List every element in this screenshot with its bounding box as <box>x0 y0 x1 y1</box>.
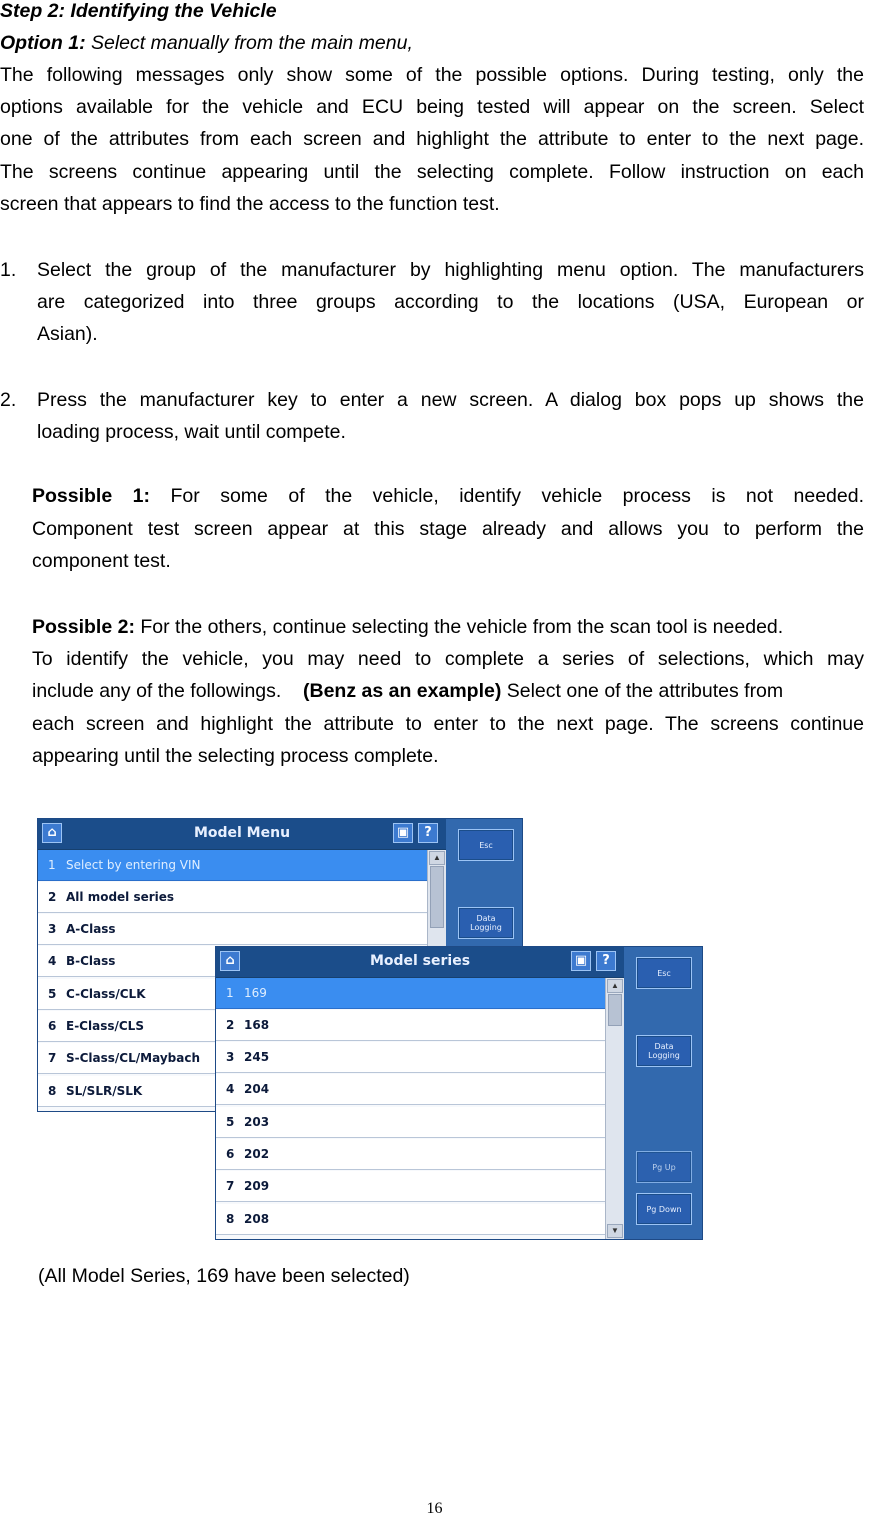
intro-line-3: one of the attributes from each screen and highlight the attribute to enter to the next page. <box>0 128 864 150</box>
list-item-label: 245 <box>244 1050 270 1064</box>
data-logging-label-1: Data <box>654 1042 674 1051</box>
possible1-line1-text: For some of the vehicle, identify vehicle process is not needed. <box>150 485 864 507</box>
possible2-line-2: To identify the vehicle, you may need to complete a series of selections, which may <box>32 648 864 670</box>
step-heading: Step 2: Identifying the Vehicle <box>0 0 277 22</box>
possible2-line3-post: Select one of the attributes from <box>501 680 784 702</box>
list-item-number: 4 <box>48 954 57 968</box>
scroll-down-icon[interactable]: ▼ <box>607 1224 623 1238</box>
option-line <box>0 32 413 54</box>
model-series-list <box>216 978 624 1239</box>
esc-button[interactable]: Esc <box>458 829 514 861</box>
list-item-label: S-Class/CL/Maybach <box>66 1051 200 1065</box>
model-series-title: Model series <box>369 953 471 969</box>
model-menu-title: Model Menu <box>193 825 291 841</box>
list-item-number: 8 <box>48 1084 57 1098</box>
list-item-label: 169 <box>244 986 267 1000</box>
option-text: Select manually from the main menu, <box>85 32 413 54</box>
home-icon[interactable]: ⌂ <box>42 823 62 843</box>
list-item-number: 1 <box>48 858 56 872</box>
list-item-number: 4 <box>226 1082 235 1096</box>
possible2-line-3 <box>32 680 783 702</box>
model-series-titlebar <box>216 947 624 978</box>
possible1-line-1 <box>32 485 864 507</box>
list-item-label: 202 <box>244 1147 270 1161</box>
list-item-number: 2 <box>48 890 57 904</box>
list-item-label: 204 <box>244 1082 270 1096</box>
possible2-line-4: each screen and highlight the attribute to enter to the next page. The screens continue <box>32 713 864 735</box>
list-item[interactable] <box>216 1010 606 1041</box>
list-item[interactable] <box>38 850 428 881</box>
data-logging-button[interactable] <box>636 1035 692 1067</box>
list-item[interactable] <box>38 882 428 913</box>
list-item-label: SL/SLR/SLK <box>66 1084 143 1098</box>
item1-line-3: Asian). <box>37 323 98 345</box>
page-number: 16 <box>426 1500 443 1517</box>
list-item-number: 1 <box>226 986 234 1000</box>
list-item-number: 5 <box>226 1115 235 1129</box>
possible2-line-5: appearing until the selecting process complete. <box>32 745 439 767</box>
help-icon[interactable]: ? <box>596 951 616 971</box>
benz-example: (Benz as an example) <box>303 680 502 702</box>
list-item[interactable] <box>216 978 606 1009</box>
page-down-button[interactable]: Pg Down <box>636 1193 692 1225</box>
camera-icon[interactable]: ▣ <box>571 951 591 971</box>
list-item-label: 168 <box>244 1018 270 1032</box>
list-item-label: A-Class <box>66 922 116 936</box>
list-item-label: C-Class/CLK <box>66 987 146 1001</box>
possible1-line-2: Component test screen appear at this stage already and allows you to perform the <box>32 518 864 540</box>
model-series-scrollbar[interactable] <box>605 978 624 1239</box>
data-logging-label-1: Data <box>476 914 496 923</box>
scroll-thumb[interactable] <box>608 994 622 1026</box>
list-item-label: 209 <box>244 1179 270 1193</box>
page-up-button[interactable]: Pg Up <box>636 1151 692 1183</box>
list-item-label: Select by entering VIN <box>66 858 201 872</box>
item1-line-1: Select the group of the manufacturer by highlighting menu option. The manufacturers <box>37 259 864 281</box>
list-item[interactable] <box>216 1074 606 1105</box>
list-item-label: 208 <box>244 1212 270 1226</box>
list-item-number: 7 <box>48 1051 57 1065</box>
list-item-label: E-Class/CLS <box>66 1019 144 1033</box>
model-series-sidebar <box>624 947 702 1239</box>
list-item-number: 6 <box>226 1147 235 1161</box>
list-item-label: All model series <box>66 890 175 904</box>
list-item-number: 3 <box>226 1050 235 1064</box>
camera-icon[interactable]: ▣ <box>393 823 413 843</box>
possible2-line1-text: For the others, continue selecting the vehicle from the scan tool is needed. <box>134 616 784 638</box>
scroll-up-icon[interactable]: ▲ <box>429 851 445 865</box>
possible1-line-3: component test. <box>32 550 171 572</box>
item1-line-2: are categorized into three groups according to the locations (USA, European or <box>37 291 864 313</box>
list-item-number: 8 <box>226 1212 235 1226</box>
list-item[interactable] <box>38 914 428 945</box>
possible2-line-1 <box>32 616 783 638</box>
list-item[interactable] <box>216 1171 606 1202</box>
item1-number: 1. <box>0 259 17 281</box>
list-item-number: 6 <box>48 1019 57 1033</box>
help-icon[interactable]: ? <box>418 823 438 843</box>
intro-line-5: screen that appears to find the access to the function test. <box>0 193 500 215</box>
item2-line-1: Press the manufacturer key to enter a new screen. A dialog box pops up shows the <box>37 389 864 411</box>
possible1-label: Possible 1: <box>32 485 151 507</box>
list-item[interactable] <box>216 1042 606 1073</box>
esc-button[interactable]: Esc <box>636 957 692 989</box>
home-icon[interactable]: ⌂ <box>220 951 240 971</box>
list-item[interactable] <box>216 1204 606 1235</box>
scroll-thumb[interactable] <box>430 866 444 928</box>
list-item-label: B-Class <box>66 954 116 968</box>
intro-line-4: The screens continue appearing until the selecting complete. Follow instruction on each <box>0 161 864 183</box>
option-label: Option 1: <box>0 32 86 54</box>
list-item[interactable] <box>216 1107 606 1138</box>
data-logging-button[interactable] <box>458 907 514 939</box>
scroll-up-icon[interactable]: ▲ <box>607 979 623 993</box>
intro-line-2: options available for the vehicle and ECU being tested will appear on the screen. Select <box>0 96 864 118</box>
possible2-label: Possible 2: <box>32 616 135 638</box>
intro-line-1: The following messages only show some of the possible options. During testing, only the <box>0 64 864 86</box>
list-item-label: 203 <box>244 1115 270 1129</box>
list-item-number: 2 <box>226 1018 235 1032</box>
possible2-line3-pre: include any of the followings. <box>32 680 303 702</box>
list-item[interactable] <box>216 1139 606 1170</box>
data-logging-label-2: Logging <box>648 1051 680 1060</box>
model-series-window <box>215 946 703 1240</box>
data-logging-label-2: Logging <box>470 923 502 932</box>
list-item-number: 3 <box>48 922 57 936</box>
list-item-number: 7 <box>226 1179 235 1193</box>
list-item-number: 5 <box>48 987 57 1001</box>
item2-number: 2. <box>0 389 17 411</box>
figure-caption: (All Model Series, 169 have been selected) <box>38 1265 410 1287</box>
item2-line-2: loading process, wait until compete. <box>37 421 346 443</box>
model-menu-titlebar <box>38 819 446 850</box>
